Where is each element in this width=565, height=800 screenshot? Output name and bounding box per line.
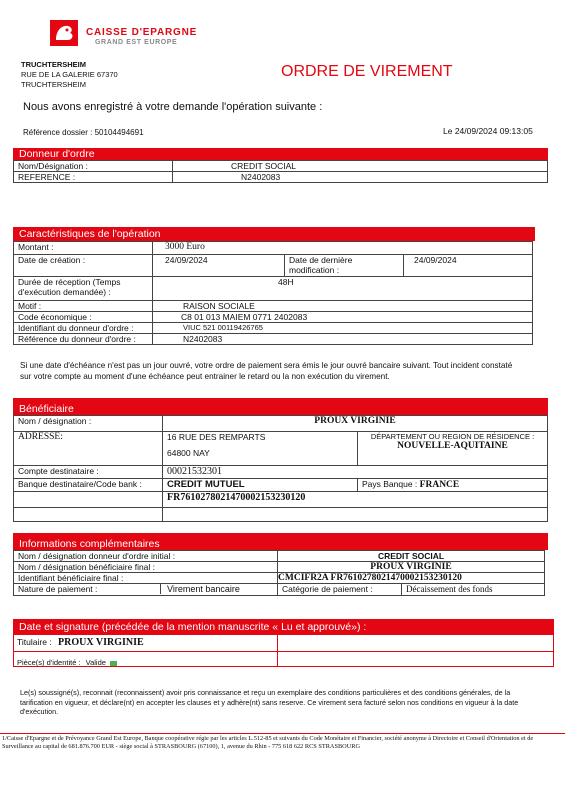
section-operation-title: Caractéristiques de l'opération (13, 227, 535, 241)
beneficiaire-table (13, 415, 548, 522)
info-nature-value: Virement bancaire (160, 584, 240, 594)
ben-pays-value: FRANCE (419, 480, 460, 490)
ben-dept-label: DÉPARTEMENT OU REGION DE RÉSIDENCE : (370, 432, 535, 441)
op-modif-label: Date de dernière modification : (285, 255, 404, 277)
infos-table (13, 550, 545, 596)
op-motif-value: RAISON SOCIALE (153, 301, 533, 312)
op-ident-label: Identifiant du donneur d'ordre : (14, 323, 153, 334)
donneur-nom-value: CREDIT SOCIAL (173, 161, 548, 172)
bank-logo (50, 20, 78, 46)
brand-name: CAISSE D'EPARGNE (86, 27, 198, 38)
signature-box (13, 634, 554, 667)
info-ident-label: Identifiant bénéficiaire final : (14, 573, 278, 584)
reference-dossier: Référence dossier : 50104494691 (23, 128, 144, 137)
disclaimer-text: Le(s) soussigné(s), reconnait (reconnaissent) avoir pris connaissance et reçu un exemplaire des conditions particulières et des conditions générales, de la tarification en vigueur, et déclare(nt) en accepter les clauses et y adhère(nt) sans reserve. Ce virement sera facturé selon nos conditions en vigueur à la date d'exécution. (20, 688, 519, 716)
donneur-ref-value: N2402083 (173, 172, 548, 183)
op-creation-label: Date de création : (14, 255, 153, 277)
op-modif-value: 24/09/2024 (404, 255, 533, 277)
signature-titulaire-value: PROUX VIRGINIE (58, 637, 144, 648)
ben-adresse-line1: 16 RUE DES REMPARTS (167, 432, 266, 442)
ben-pays-label: Pays Banque : (362, 479, 418, 489)
date-line: Le 24/09/2024 09:13:05 (443, 126, 533, 136)
ben-iban: FR7610278021470002153230120 (163, 492, 548, 508)
info-final-value: PROUX VIRGINIE (278, 562, 545, 573)
donneur-nom-label: Nom/Désignation : (14, 161, 173, 172)
info-categorie-value: Décaissement des fonds (402, 584, 545, 596)
op-montant-label: Montant : (14, 242, 153, 255)
ben-banque-value: CREDIT MUTUEL (163, 479, 358, 492)
ben-adresse-line2: 64800 NAY (167, 448, 210, 458)
info-ident-value: CMCIFR2A FR7610278021470002153230120 (278, 573, 545, 584)
op-code-label: Code économique : (14, 312, 153, 323)
donneur-ref-label: REFERENCE : (14, 172, 173, 183)
signature-piece-value: Valide (85, 658, 106, 667)
info-final-label: Nom / désignation bénéficiaire final : (14, 562, 278, 573)
intro-text: Nous avons enregistré à votre demande l'opération suivante : (23, 101, 323, 113)
operation-table (13, 241, 533, 345)
agency-city: TRUCHTERSHEIM (21, 60, 86, 69)
op-ident-value: VIUC 521 00119426765 (153, 323, 533, 334)
footer-divider (0, 733, 565, 734)
ben-adresse-label: ADRESSE: (14, 432, 163, 466)
ben-nom-label: Nom / désignation : (14, 416, 163, 432)
agency-address: RUE DE LA GALERIE 67370 (21, 70, 118, 79)
ben-compte-label: Compte destinataire : (14, 466, 163, 479)
info-initial-label: Nom / désignation donneur d'ordre initial : (14, 551, 278, 562)
section-signature-title: Date et signature (précédée de la mention manuscrite « Lu et approuvé») : (13, 619, 554, 634)
valid-check-icon (110, 661, 117, 666)
info-categorie-label: Catégorie de paiement : (278, 584, 402, 596)
op-duree-value: 48H (153, 277, 533, 301)
op-code-value: C8 01 013 MAIEM 0771 2402083 (153, 312, 533, 323)
signature-titulaire-label: Titulaire : (17, 637, 52, 647)
info-initial-value: CREDIT SOCIAL (278, 551, 545, 562)
ben-dept-value: NOUVELLE-AQUITAINE (397, 441, 508, 451)
op-refdo-value: N2402083 (153, 334, 533, 345)
op-montant-value: 3000 Euro (153, 242, 533, 255)
donneur-table (13, 160, 548, 183)
footer-text: 1/Caisse d'Epargne et de Prévoyance Grand Est Europe, Banque coopérative régie par les articles L.512-85 et suivants du Code Monétaire et Financier, société anonyme à Directoire et Conseil d'Orientation et de Surveillance au capital de 681.876.700 EUR - siège social à STRASBOURG (67100), 1, avenue du Rhin - 775 618 622 RCS STRASBOURG (2, 735, 534, 751)
info-nature-label: Nature de paiement : (18, 584, 98, 594)
op-duree-label: Durée de réception (Temps d'exécution demandée) : (14, 277, 153, 301)
op-refdo-label: Référence du donneur d'ordre : (14, 334, 153, 345)
section-beneficiaire-title: Bénéficiaire (13, 398, 548, 415)
document-title: ORDRE DE VIREMENT (281, 63, 453, 80)
op-creation-value: 24/09/2024 (153, 255, 285, 277)
ben-compte-value: 00021532301 (163, 466, 548, 479)
ben-banque-label: Banque destinataire/Code bank : (14, 479, 163, 492)
section-infos-title: Informations complémentaires (13, 533, 548, 550)
notice-text: Si une date d'échéance n'est pas un jour ouvré, votre ordre de paiement sera émis le jour ouvré bancaire suivant. Tout incident constaté sur votre compte au moment d'une échéance peut entrainer le retard ou la non exécution du virement. (20, 361, 513, 381)
squirrel-logo-icon (50, 20, 78, 46)
section-donneur-title: Donneur d'ordre (13, 148, 548, 160)
ben-nom-value: PROUX VIRGINIE (163, 416, 548, 432)
agency-city2: TRUCHTERSHEIM (21, 80, 86, 89)
signature-piece-label: Pièce(s) d'identité : (17, 658, 81, 667)
brand-sub: GRAND EST EUROPE (95, 39, 178, 46)
op-motif-label: Motif : (14, 301, 153, 312)
